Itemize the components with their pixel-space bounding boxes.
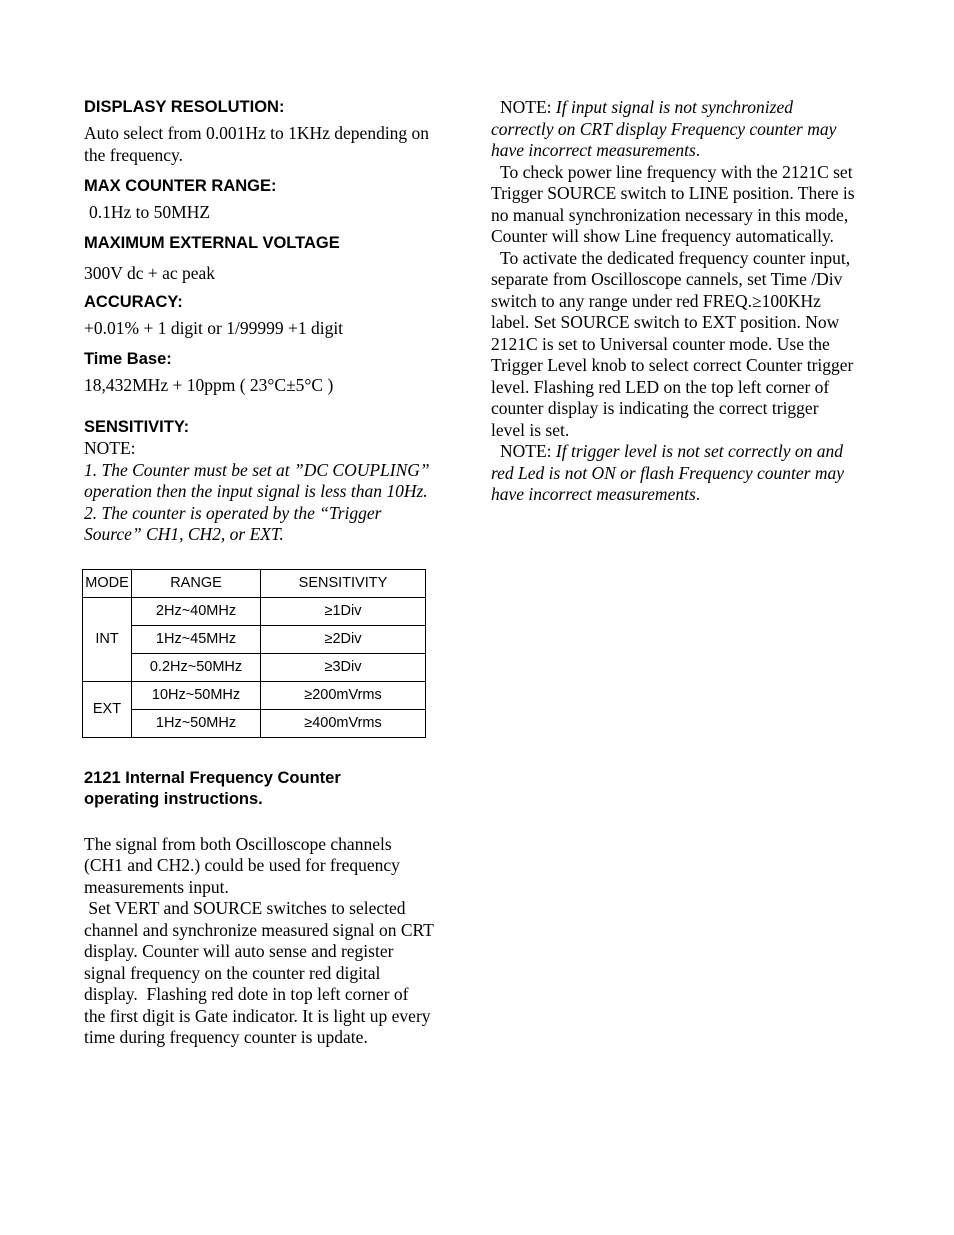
mode-header: MODE xyxy=(83,569,132,597)
sensitivity-cell: ≥400mVrms xyxy=(261,709,426,737)
note-end: . xyxy=(695,484,701,504)
mode-int-cell: INT xyxy=(83,597,132,681)
accuracy-text: +0.01% + 1 digit or 1/99999 +1 digit xyxy=(84,318,344,338)
mode-ext-cell: EXT xyxy=(83,681,132,737)
instructions-paragraph-2: Set VERT and SOURCE switches to selected channel and synchronize measured signal on CRT display. Counter will auto sense and register signal frequency on the counter red digital display. Flashing red dote in top left corner of the first digit is Gate indicator. It is light up every time during frequency counter is update. xyxy=(84,898,438,1047)
range-cell: 1Hz~45MHz xyxy=(132,625,261,653)
sensitivity-header: SENSITIVITY xyxy=(261,569,426,597)
sensitivity-note-1: 1. The Counter must be set at ”DC COUPLING” operation then the input signal is less than 10Hz. xyxy=(84,459,430,501)
table-row xyxy=(83,625,426,653)
range-cell: 1Hz~50MHz xyxy=(132,709,261,737)
sensitivity-cell: ≥200mVrms xyxy=(261,681,426,709)
time-base-heading: Time Base: xyxy=(84,349,172,368)
note-text: If trigger level is not set correctly on and red Led is not ON or flash Frequency counter may have incorrect measurements xyxy=(491,441,845,504)
sensitivity-cell: ≥2Div xyxy=(261,625,426,653)
note-label: NOTE: xyxy=(500,441,556,461)
table-row xyxy=(83,681,426,709)
range-cell: 2Hz~40MHz xyxy=(132,597,261,625)
accuracy-heading: ACCURACY: xyxy=(84,293,183,311)
sensitivity-cell: ≥1Div xyxy=(261,597,426,625)
max-external-voltage-heading: MAXIMUM EXTERNAL VOLTAGE xyxy=(84,233,340,252)
max-external-voltage-text: 300V dc + ac peak xyxy=(84,262,216,283)
table-header-row xyxy=(83,569,426,597)
instructions-paragraph-1: The signal from both Oscilloscope channels (CH1 and CH2.) could be used for frequency measurements input. xyxy=(84,833,400,897)
note-trigger-level xyxy=(491,441,856,506)
note-label: NOTE: xyxy=(500,97,556,117)
max-counter-range-text: 0.1Hz to 50MHZ xyxy=(89,202,211,222)
range-cell: 0.2Hz~50MHz xyxy=(132,653,261,681)
instructions-heading: 2121 Internal Frequency Counter operating instructions. xyxy=(84,768,341,808)
power-line-paragraph: To check power line frequency with the 2121C set Trigger SOURCE switch to LINE position. There is no manual synchronization necessary in this mode, Counter will show Line frequency automatically. xyxy=(491,161,855,246)
table-row xyxy=(83,709,426,737)
sensitivity-note-2: 2. The counter is operated by the “Trigger Source” CH1, CH2, or EXT. xyxy=(84,502,382,544)
note-end: . xyxy=(695,140,701,160)
note-input-signal xyxy=(491,97,856,162)
table-row xyxy=(83,597,426,625)
table-row xyxy=(83,653,426,681)
sensitivity-heading: SENSITIVITY: xyxy=(84,418,190,436)
sensitivity-note-label: NOTE: xyxy=(84,438,136,458)
display-resolution-text: Auto select from 0.001Hz to 1KHz depending on the frequency. xyxy=(84,123,430,165)
max-counter-range-heading: MAX COUNTER RANGE: xyxy=(84,177,277,195)
dedicated-counter-paragraph: To activate the dedicated frequency counter input, separate from Oscilloscope cannels, set Time /Div switch to any range under red FREQ.≥100KHz label. Set SOURCE switch to EXT position. Now 2121C is set to Universal counter mode. Use the Trigger Level knob to select correct Counter trigger level. Flashing red LED on the top left corner of counter display is indicating the correct trigger level is set. xyxy=(491,247,854,440)
right-column xyxy=(491,97,856,506)
left-column xyxy=(84,97,438,1049)
sensitivity-table xyxy=(82,569,426,738)
display-resolution-heading: DISPLASY RESOLUTION: xyxy=(84,98,285,116)
sensitivity-cell: ≥3Div xyxy=(261,653,426,681)
time-base-text: 18,432MHz + 10ppm ( 23°C±5°C ) xyxy=(84,374,334,395)
range-cell: 10Hz~50MHz xyxy=(132,681,261,709)
note-text: If input signal is not synchronized correctly on CRT display Frequency counter may have incorrect measurements xyxy=(491,97,837,160)
range-header: RANGE xyxy=(132,569,261,597)
